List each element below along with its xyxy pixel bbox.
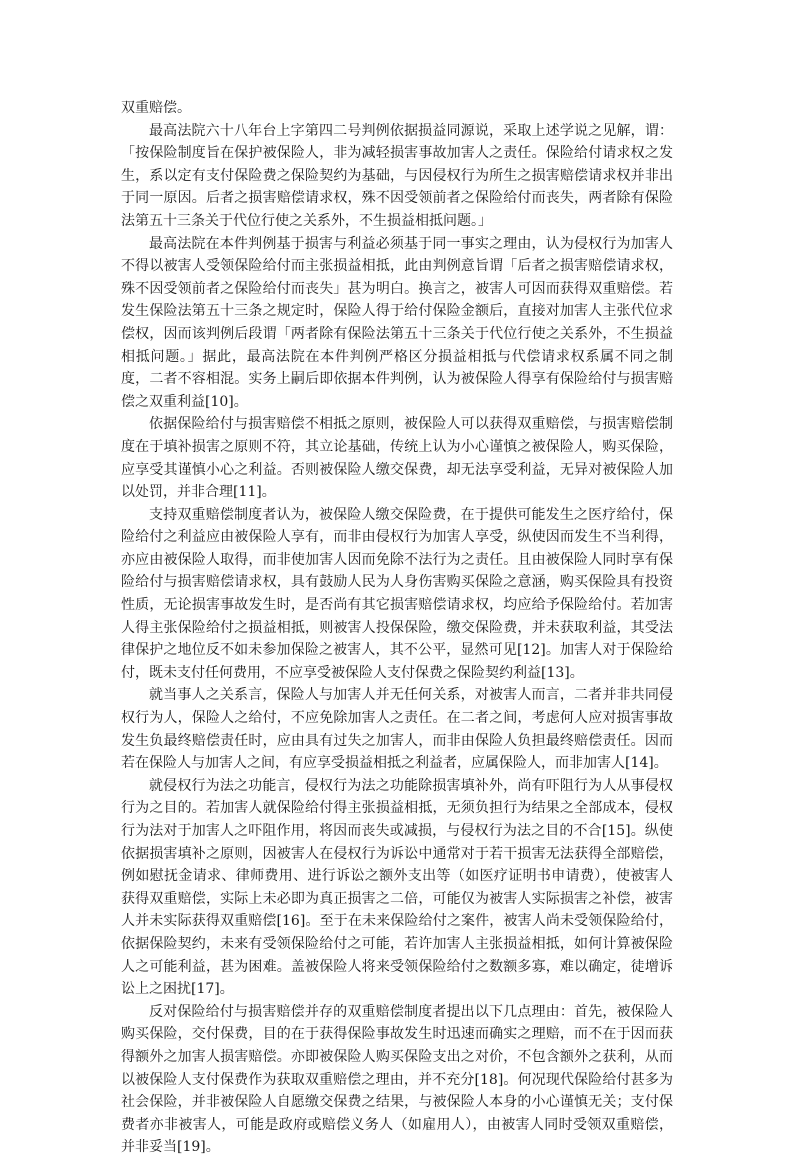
paragraph-judgment-quote: 最高法院六十八年台上字第四二号判例依据损益同源说，采取上述学说之见解，谓：「按保险制度旨在保护被保险人，非为减轻损害事故加害人之责任。保险给付请求权之发生，系以定有支付保险费之保险契约为基础，与因侵权行为所生之损害赔偿请求权并非出于同一原因。后者之损害赔偿请求权，殊不因受领前者之保险给付而丧失，两者除有保险法第五十三条关于代位行使之关系外，不生损益相抵问题。」	[121, 122, 673, 229]
paragraph-court-analysis: 最高法院在本件判例基于损害与利益必须基于同一事实之理由，认为侵权行为加害人不得以被害人受领保险给付而主张损益相抵，此由判例意旨谓「后者之损害赔偿请求权，殊不因受领前者之保险给付而丧失」甚为明白。换言之，被害人可因而获得双重赔偿。若发生保险法第五十三条之规定时，保险人得于给付保险金额后，直接对加害人主张代位求偿权，因而该判例后段谓「两者除有保险法第五十三条关于代位行使之关系外，不生损益相抵问题。」据此，最高法院在本件判例严格区分损益相抵与代偿请求权系属不同之制度，二者不容相混。实务上嗣后即依据本件判例，认为被保险人得享有保险给付与损害赔偿之双重利益[10]。	[121, 235, 673, 410]
paragraph-support-double-recovery: 支持双重赔偿制度者认为，被保险人缴交保险费，在于提供可能发生之医疗给付，保险给付之利益应由被保险人享有，而非由侵权行为加害人享受，纵使因而发生不当利得，亦应由被保险人取得，而非使加害人因而免除不法行为之责任。且由被保险人同时享有保险给付与损害赔偿请求权，具有鼓励人民为人身伤害购买保险之意涵，购买保险具有投资性质，无论损害事故发生时，是否尚有其它损害赔偿请求权，均应给予保险给付。若加害人得主张保险给付之损益相抵，则被害人投保保险，缴交保险费，并未获取利益，其受法律保护之地位反不如未参加保险之被害人，其不公平，显然可见[12]。加害人对于保险给付，既未支付任何费用，不应享受被保险人支付保费之保险契约利益[13]。	[121, 506, 673, 681]
paragraph-opposition-reasons: 反对保险给付与损害赔偿并存的双重赔偿制度者提出以下几点理由：首先，被保险人购买保险，交付保费，目的在于获得保险事故发生时迅速而确实之理赔，而不在于因而获得额外之加害人损害赔偿。亦即被保险人购买保险支出之对价，不包含额外之获利，从而以被保险人支付保费作为获取双重赔偿之理由，并不充分[18]。何况现代保险给付甚多为社会保险，并非被保险人自愿缴交保费之结果，与被保险人本身的小心谨慎无关；支付保费者亦非被害人，可能是政府或赔偿义务人（如雇用人），由被害人同时受领双重赔偿，并非妥当[19]。	[121, 1003, 673, 1156]
paragraph-party-relationship: 就当事人之关系言，保险人与加害人并无任何关系，对被害人而言，二者并非共同侵权行为人，保险人之给付，不应免除加害人之责任。在二者之间，考虑何人应对损害事故发生负最终赔偿责任时，应由具有过失之加害人，而非由保险人负担最终赔偿责任。因而若在保险人与加害人之间，有应享受损益相抵之利益者，应属保险人，而非加害人[14]。	[121, 687, 673, 772]
paragraph-tort-law-function: 就侵权行为法之功能言，侵权行为法之功能除损害填补外，尚有吓阻行为人从事侵权行为之目的。若加害人就保险给付得主张损益相抵，无须负担行为结果之全部成本，侵权行为法对于加害人之吓阻作用，将因而丧失或减损，与侵权行为法之目的不合[15]。纵使依据损害填补之原则，因被害人在侵权行为诉讼中通常对于若干损害无法获得全部赔偿，例如慰抚金请求、律师费用、进行诉讼之额外支出等（如医疗证明书申请费），使被害人获得双重赔偿，实际上未必即为真正损害之二倍，可能仅为被害人实际损害之补偿，被害人并未实际获得双重赔偿[16]。至于在未来保险给付之案件，被害人尚未受领保险给付，依据保险契约，未来有受领保险给付之可能，若许加害人主张损益相抵，如何计算被保险人之可能利益，甚为困难。盖被保险人将来受领保险给付之数额多寡，难以确定，徒增诉讼上之困扰[17]。	[121, 777, 673, 998]
paragraph-non-offset-principle: 依据保险给付与损害赔偿不相抵之原则，被保险人可以获得双重赔偿，与损害赔偿制度在于填补损害之原则不符，其立论基础，传统上认为小心谨慎之被保险人，购买保险，应享受其谨慎小心之利益。否则被保险人缴交保费，却无法享受利益，无异对被保险人加以处罚，并非合理[11]。	[121, 416, 673, 501]
paragraph-continuation: 双重赔偿。	[121, 100, 191, 116]
document-page	[121, 97, 673, 1159]
